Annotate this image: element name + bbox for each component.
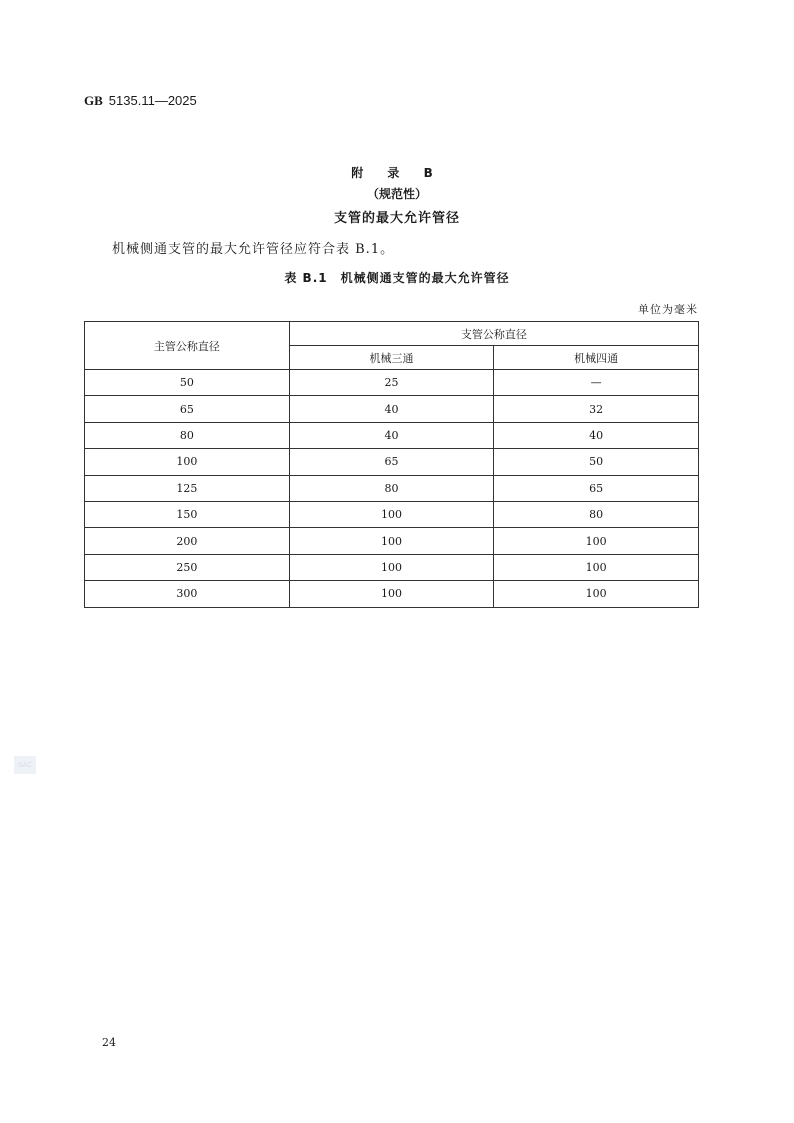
cell-cross-diameter: 100	[494, 554, 699, 580]
table-caption: 表 B.1 机械侧通支管的最大允许管径	[284, 271, 510, 285]
cell-cross-diameter: 65	[494, 475, 699, 501]
appendix-type: （规范性）	[366, 187, 427, 201]
table-row	[85, 370, 699, 396]
cell-main-diameter: 65	[85, 396, 290, 422]
cell-cross-diameter: 100	[494, 528, 699, 554]
cell-tee-diameter: 25	[289, 370, 494, 396]
cell-main-diameter: 50	[85, 370, 290, 396]
cell-main-diameter: 300	[85, 581, 290, 607]
standard-header	[84, 93, 197, 109]
cell-main-diameter: 100	[85, 449, 290, 475]
cell-main-diameter: 150	[85, 501, 290, 527]
cell-cross-diameter: —	[494, 370, 699, 396]
appendix-label: 附 录 B	[351, 166, 443, 180]
cell-tee-diameter: 40	[289, 396, 494, 422]
cell-tee-diameter: 65	[289, 449, 494, 475]
cell-tee-diameter: 80	[289, 475, 494, 501]
branch-pipe-table	[84, 321, 699, 608]
cell-cross-diameter: 40	[494, 422, 699, 448]
table-row	[85, 396, 699, 422]
cell-tee-diameter: 100	[289, 501, 494, 527]
table-row	[85, 475, 699, 501]
cell-tee-diameter: 40	[289, 422, 494, 448]
cell-tee-diameter: 100	[289, 528, 494, 554]
cell-main-diameter: 80	[85, 422, 290, 448]
table-body	[85, 370, 699, 608]
header-cross: 机械四通	[494, 346, 699, 370]
cell-main-diameter: 200	[85, 528, 290, 554]
table-row	[85, 422, 699, 448]
appendix-title: 支管的最大允许管径	[333, 211, 460, 226]
table-row	[85, 449, 699, 475]
sac-watermark-logo: SAC	[14, 756, 36, 774]
cell-tee-diameter: 100	[289, 581, 494, 607]
cell-main-diameter: 125	[85, 475, 290, 501]
standard-prefix: GB	[84, 93, 103, 108]
table-row	[85, 501, 699, 527]
cell-cross-diameter: 100	[494, 581, 699, 607]
intro-paragraph: 机械侧通支管的最大允许管径应符合表 B.1。	[112, 242, 395, 257]
table-row	[85, 528, 699, 554]
standard-number: 5135.11—2025	[108, 93, 197, 108]
cell-tee-diameter: 100	[289, 554, 494, 580]
cell-cross-diameter: 80	[494, 501, 699, 527]
cell-cross-diameter: 32	[494, 396, 699, 422]
table-unit: 单位为毫米	[638, 303, 698, 316]
cell-main-diameter: 250	[85, 554, 290, 580]
page-number: 24	[102, 1036, 116, 1049]
cell-cross-diameter: 50	[494, 449, 699, 475]
header-main-pipe: 主管公称直径	[85, 322, 290, 370]
header-branch-group: 支管公称直径	[289, 322, 698, 346]
table-row	[85, 581, 699, 607]
table-row	[85, 554, 699, 580]
header-tee: 机械三通	[289, 346, 494, 370]
